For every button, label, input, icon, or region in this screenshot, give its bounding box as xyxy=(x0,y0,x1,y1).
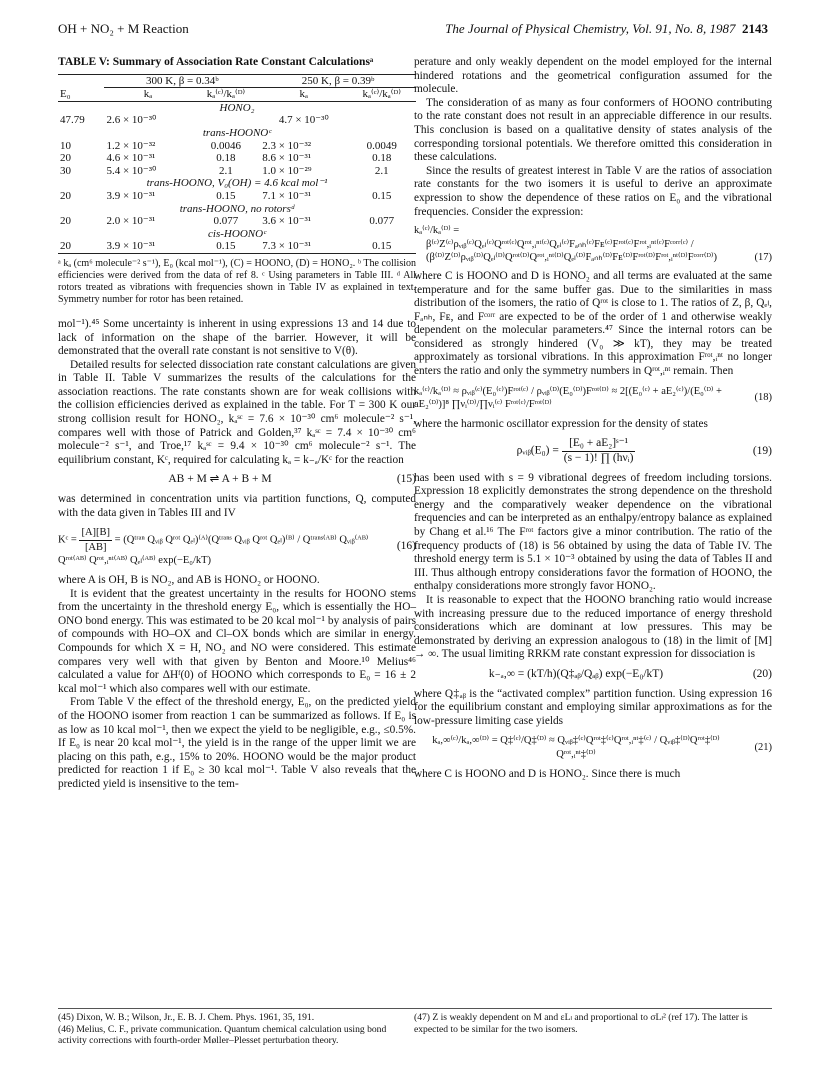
group-250k: 250 K, β = 0.39ᵇ xyxy=(260,74,416,88)
table-footnote: ᵃ kₐ (cm⁶ molecule⁻² s⁻¹), E₀ (kcal mol⁻¹), (C) = HOONO, (D) = HONO₂. ᵇ The collision efficiencies were derived from the data of ref 8. ᶜ Using parameters in Table III. ᵈ All rotors treated as vibrations with frequencies shown in Table IV as explained in text. Symmetry number for rotor has been retained. xyxy=(58,257,416,305)
equation-number: (17) xyxy=(754,252,772,264)
reference: (45) Dixon, W. B.; Wilson, Jr., E. B. J. Chem. Phys. 1961, 35, 191. xyxy=(58,1012,315,1023)
equation-numerator: β⁽ᶜ⁾Z⁽ᶜ⁾ρᵥᵢᵦ⁽ᶜ⁾Qₑₗ⁽ᶜ⁾Qʳᵒᵗ⁽ᶜ⁾Qʳᵒᵗ,ᵢⁿᵗ⁽ᶜ⁾Qₑₗ⁽ᶜ⁾Fₐₙₕ⁽ᶜ⁾Fᴇ⁽ᶜ⁾Fʳᵒᵗ⁽ᶜ⁾Fʳᵒᵗ,ᵢⁿᵗ⁽ᶜ⁾Fᶜᵒʳʳ⁽ᶜ⁾ / xyxy=(426,238,694,250)
equation-text: AB + M ⇌ A + B + M xyxy=(168,473,272,486)
table-cell: 0.077 xyxy=(213,215,239,228)
numerator: [A][B] xyxy=(79,526,112,541)
paragraph: mol⁻¹).⁴⁵ Some uncertainty is inherent in using expressions 13 and 14 due to lack of information on the shape of the barrier. However, it will be demonstrated that the overall rate constant is not sensitive to V(θ). xyxy=(58,317,416,358)
table-cell: 47.79 xyxy=(60,114,85,127)
running-title: OH + NO₂ + M Reaction xyxy=(58,21,189,36)
equation-lhs: kₐ⁽ᶜ⁾/kₐ⁽ᴰ⁾ = xyxy=(414,225,460,237)
paragraph: where C is HOONO and D is HONO₂ and all terms are evaluated at the same temperature and for the same buffer gas. Due to the similarities in mass distribution of the isomers, the ratio of Qʳᵒᵗ is close to 1. The ratios of Z, β, Qₑₗ, Fₐₙₕ, Fᴇ, and Fᶜᵒʳʳ are expected to be of the order of 1 and otherwise weakly dependent on the molecular parameters.⁴⁷ Since the internal rotors can be considered as strongly hindered (V₀ ≫ kT), they may be treated approximately as torsional vibrations. In this approximation Fʳᵒᵗ,ᵢⁿᵗ no longer enters the ratio and only the symmetry numbers in Qʳᵒᵗ,ᵢⁿᵗ remain. Then xyxy=(414,269,772,378)
table-section-title: trans-HOONOᶜ xyxy=(202,126,272,139)
table-cell: 2.0 × 10⁻³¹ xyxy=(106,215,156,228)
table-cell: 3.9 × 10⁻³¹ xyxy=(106,189,156,202)
table-cell: 5.4 × 10⁻³⁰ xyxy=(106,164,157,177)
equation-18 xyxy=(414,385,772,412)
equation-21 xyxy=(414,734,772,761)
col-header: kₐ xyxy=(143,88,153,101)
left-column xyxy=(58,56,416,792)
equation-text: kₐ,∞⁽ᶜ⁾/kₐ,∞⁽ᴰ⁾ = Q‡⁽ᶜ⁾/Q‡⁽ᴰ⁾ ≈ Qᵥᵢᵦ‡⁽ᶜ⁾Qʳᵒᵗ‡⁽ᶜ⁾Qʳᵒᵗ,ᵢⁿᵗ‡⁽ᶜ⁾ / Qᵥᵢᵦ‡⁽ᴰ⁾Qʳᵒᵗ‡⁽ᴰ⁾Qʳᵒᵗ,ᵢⁿᵗ‡⁽ᴰ⁾ xyxy=(432,735,720,760)
paragraph: where Q‡ₐᵦ is the “activated complex” partition function. Using expression 16 for the equilibrium constant and employing similar approximations as for the low-pressure limiting case yields xyxy=(414,687,772,727)
equation-19 xyxy=(414,437,772,465)
col-header: kₐ xyxy=(299,88,309,101)
table-cell: 20 xyxy=(60,189,71,202)
left-text xyxy=(58,318,416,792)
table-cell: 2.1 xyxy=(374,164,389,177)
right-column xyxy=(414,56,772,781)
table-cell: 0.18 xyxy=(216,152,236,165)
equation-lhs: Kᶜ = xyxy=(58,534,77,546)
table-cell: 0.15 xyxy=(347,240,416,253)
fraction xyxy=(562,437,636,465)
equation-number: (18) xyxy=(754,392,772,404)
table-cell: 0.18 xyxy=(372,152,392,165)
table-row xyxy=(58,215,416,228)
equation-lhs: ρᵥᵢᵦ(E₀) = xyxy=(516,445,559,458)
table-cell: 4.6 × 10⁻³¹ xyxy=(106,152,156,165)
numerator: [E₀ + aE₂]ˢ⁻¹ xyxy=(562,437,636,452)
paragraph: Detailed results for selected dissociation rate constant calculations are given in Table II. Table V summarizes the results of the calculations for the association reactions. The rate constants shown are for weak collisions with the collision efficiencies derived as explained in the table. For T = 300 K our strong collision result for HONO₂, kₐˢᶜ = 7.6 × 10⁻³⁰ cm⁶ molecule⁻² s⁻¹, compares well with those of Patrick and Golden,³⁷ kₐˢᶜ = 7.4 × 10⁻³⁰ cm⁶ molecule⁻² s⁻¹, and Troe,¹⁷ kₐˢᶜ = 9.4 × 10⁻³⁰ cm⁶ molecule⁻² s⁻¹. The equilibrium constant, Kᶜ, required for calculating kₐ = k₋ₐ/Kᶜ for the reaction xyxy=(58,358,416,466)
table-row xyxy=(58,190,416,203)
table-cell xyxy=(347,114,416,127)
col-header: kₐ⁽ᶜ⁾/kₐ⁽ᴰ⁾ xyxy=(206,88,246,101)
equation-17 xyxy=(414,224,772,265)
paragraph: From Table V the effect of the threshold energy, E₀, on the predicted yield of the HOONO isomer from reaction 1 can be summarized as follows. If E₀ is as low as 10 kcal mol⁻¹, then we expect the yield to be negligible, e.g., ≤0.5%. If E₀ is near 20 kcal mol⁻¹, the yield is in the range of the upper limit we are placing on this path, e.g., 15% to 20%. HOONO would be the major product predicted for reaction 1 if E₀ ≥ 30 kcal mol⁻¹. Table V also reveals that the predicted yield is insensitive to the tem- xyxy=(58,696,416,790)
table-section-title: trans-HOONO, V₀(OH) = 4.6 kcal mol⁻¹ xyxy=(146,177,328,190)
table-cell: 30 xyxy=(60,164,71,177)
col-header: kₐ⁽ᶜ⁾/kₐ⁽ᴰ⁾ xyxy=(362,88,401,101)
paragraph: where the harmonic oscillator expression for the density of states xyxy=(414,417,708,430)
table-cell: 0.15 xyxy=(372,189,392,202)
table-cell: 0.077 xyxy=(369,215,395,228)
journal-citation xyxy=(445,21,768,37)
denominator: (s − 1)! ∏ (hνᵢ) xyxy=(563,452,634,465)
table-cell: 2.6 × 10⁻³⁰ xyxy=(106,114,157,127)
table-cell: 7.3 × 10⁻³¹ xyxy=(260,240,347,253)
equation-text: k₋ₐ,∞ = (kT/h)(Q‡ₐᵦ/Qₐᵦ) exp(−E₀/kT) xyxy=(488,667,664,680)
paragraph: Since the results of greatest interest in Table V are the ratios of association rate constants for the two isomers it is useful to derive an approximate expression to show the dependence of these ratios on E₀ and the vibrational frequencies. Consider the expression: xyxy=(414,164,772,218)
table-section-title: HONO₂ xyxy=(219,101,255,114)
paragraph: where A is OH, B is NO₂, and AB is HONO₂ or HOONO. xyxy=(58,574,320,586)
equation-denominator: (β⁽ᴰ⁾Z⁽ᴰ⁾ρᵥᵢᵦ⁽ᴰ⁾Qₑₗ⁽ᴰ⁾Qʳᵒᵗ⁽ᴰ⁾Qʳᵒᵗ,ᵢⁿᵗ⁽ᴰ⁾Qₑₗ⁽ᴰ⁾Fₐₙₕ⁽ᴰ⁾Fᴇ⁽ᴰ⁾Fʳᵒᵗ⁽ᴰ⁾Fʳᵒᵗ,ᵢⁿᵗ⁽ᴰ⁾Fᶜᵒʳʳ⁽ᴰ⁾) xyxy=(426,252,718,264)
equation-text: kₐ⁽ᶜ⁾/kₐ⁽ᴰ⁾ ≈ ρᵥᵢᵦ⁽ᶜ⁾(E₀⁽ᶜ⁾)Fʳᵒᵗ⁽ᶜ⁾ / ρᵥᵢᵦ⁽ᴰ⁾(E₀⁽ᴰ⁾)Fʳᵒᵗ⁽ᴰ⁾ ≈ 2[(E₀⁽ᶜ⁾ + aE₂⁽ᶜ⁾)/(E₀⁽ᴰ⁾ + aE₂⁽ᴰ⁾)]⁸ ∏νᵢ⁽ᴰ⁾/∏νᵢ⁽ᶜ⁾ Fʳᵒᵗ⁽ᶜ⁾/Fʳᵒᵗ⁽ᴰ⁾ xyxy=(414,385,722,411)
reference: (46) Melius, C. F., private communication. Quantum chemical calculation using bond activity corrections with fourth-order Møller–Plesset perturbation theory. xyxy=(58,1023,387,1046)
table-cell: 0.0049 xyxy=(366,139,397,152)
table-cell: 0.15 xyxy=(216,189,236,202)
table-row xyxy=(58,152,416,165)
reference: (47) Z is weakly dependent on M and εLₗ and proportional to σLₗ² (ref 17). The latter is expected to be similar for the two isomers. xyxy=(414,1012,748,1035)
equation-number: (20) xyxy=(752,667,772,680)
paragraph: It is evident that the greatest uncertainty in the results for HOONO stems from the uncertainty in the threshold energy E₀, which is essentially the HO–ONO bond energy. This was estimated to be 20 kcal mol⁻¹ by analysis of pairs of compounds with HO–OX and Cl–OX bonds which are similar in energy. Compounds for which X = H, NO₂ and NO were considered. This estimate compares very well with that given by Benton and Moore.¹⁰ Melius⁴⁶ calculated a value for ΔHᶠ(0) of HOONO which corresponds to E₀ = 16 ± 2 kcal mol⁻¹ which also compares well with our estimate. xyxy=(58,587,416,695)
table-cell xyxy=(192,114,261,127)
table-row xyxy=(58,114,416,127)
equation-16 xyxy=(58,526,416,568)
fraction xyxy=(79,526,112,554)
equation-number: (21) xyxy=(754,742,772,754)
paragraph: was determined in concentration units via partition functions, Q, computed with the data given in Tables III and IV xyxy=(58,493,416,519)
table-cell: 10 xyxy=(60,139,71,152)
paragraph: The consideration of as many as four conformers of HOONO contributing to the rate constant does not result in an appreciable difference in our results. This conclusion is based on a qualitative density of states analysis of the corresponding torsional potentials. We therefore omitted this consideration in these calculations. xyxy=(414,96,772,164)
table-cell: 7.1 × 10⁻³¹ xyxy=(262,189,312,202)
table-row xyxy=(58,240,416,253)
footnote-refs-right xyxy=(414,1008,772,1035)
table-body xyxy=(58,101,416,253)
equation-rhs: = (Qᵗʳᵃⁿ Qᵥᵢᵦ Qʳᵒᵗ Qₑₗ)⁽ᴬ⁾(Qᵗʳᵃⁿˢ Qᵥᵢᵦ Qʳᵒᵗ Qₑₗ)⁽ᴮ⁾ / Qᵗʳᵃⁿˢ⁽ᴬᴮ⁾ Qᵥᵢᵦ⁽ᴬᴮ⁾ Qʳᵒᵗ⁽ᴬᴮ⁾ Qʳᵒᵗ,ᵢⁿᵗ⁽ᴬᴮ⁾ Qₑₗ⁽ᴬᴮ⁾ exp(−E₀/kT) xyxy=(58,534,369,567)
table-cell: 1.0 × 10⁻²⁹ xyxy=(262,164,312,177)
table-section-title: trans-HOONO, no rotorsᵈ xyxy=(179,202,295,215)
table-cell: 1.2 × 10⁻³² xyxy=(106,139,156,152)
table-cell: 20 xyxy=(60,152,71,165)
paragraph: It is reasonable to expect that the HOONO branching ratio would increase with increasing pressure due to the reduced importance of energy threshold considerations which are dominant at low pressures. This may be demonstrated by deriving an expression analogous to (18) in the limit of [M] → ∞. The usual limiting RRKM rate constant expression for dissociation is xyxy=(414,593,772,661)
paragraph: where C is HOONO and D is HONO₂. Since there is much xyxy=(414,767,681,780)
table-cell: 3.6 × 10⁻³¹ xyxy=(262,215,312,228)
footnote-refs-left xyxy=(58,1008,416,1047)
table-cell: 8.6 × 10⁻³¹ xyxy=(262,152,312,165)
table-cell: 4.7 × 10⁻³⁰ xyxy=(278,114,329,127)
table-row xyxy=(58,165,416,178)
equation-number: (19) xyxy=(752,444,772,457)
table-cell: 2.1 xyxy=(219,164,233,177)
journal-name: The Journal of Physical Chemistry, Vol. 91, No. 8, 1987 xyxy=(445,21,736,36)
table-cell: 20 xyxy=(60,215,71,228)
denominator: [AB] xyxy=(84,541,107,553)
page-number: 2143 xyxy=(742,21,768,36)
equation-number: (15) xyxy=(396,473,416,486)
table-cell: 0.0046 xyxy=(210,139,242,152)
table-cell: 2.3 × 10⁻³² xyxy=(262,139,312,152)
table-section-title: cis-HOONOᶜ xyxy=(208,227,266,240)
group-300k: 300 K, β = 0.34ᵇ xyxy=(104,74,260,88)
col-header: E₀ xyxy=(60,87,71,100)
table-v xyxy=(58,74,416,254)
paragraph: perature and only weakly dependent on the model employed for the internal hindered rotations and the geometrical configuration assumed for the molecule. xyxy=(414,56,772,96)
paragraph: has been used with s = 9 vibrational degrees of freedom including torsions. Expression 18 explicitly demonstrates the strong dependence on the threshold energy and the comparatively weaker dependence on the vibrational frequencies and can be interpreted as an enthalpy/entropy balance as explained by Chang et al.¹⁶ The Fʳᵒᵗ factors give a minor contribution. The ratio of the frequency products of (18) is 56 obtained by using the data of Table IV. The threshold energy term is 5.1 × 10⁻³ obtained by using the data of Tables II and III. Thus although entropy considerations favor the formation of HOONO, the enthalpy considerations more strongly favor HONO₂. xyxy=(414,471,772,593)
table-row xyxy=(58,140,416,153)
table-cell: 0.15 xyxy=(192,240,261,253)
table-cell: 3.9 × 10⁻³¹ xyxy=(104,240,191,253)
equation-20 xyxy=(414,668,772,682)
equation-number: (16) xyxy=(396,540,416,553)
equation-15 xyxy=(58,473,416,487)
table-cell: 20 xyxy=(58,240,104,253)
table-caption: TABLE V: Summary of Association Rate Constant Calculationsᵃ xyxy=(58,56,374,68)
